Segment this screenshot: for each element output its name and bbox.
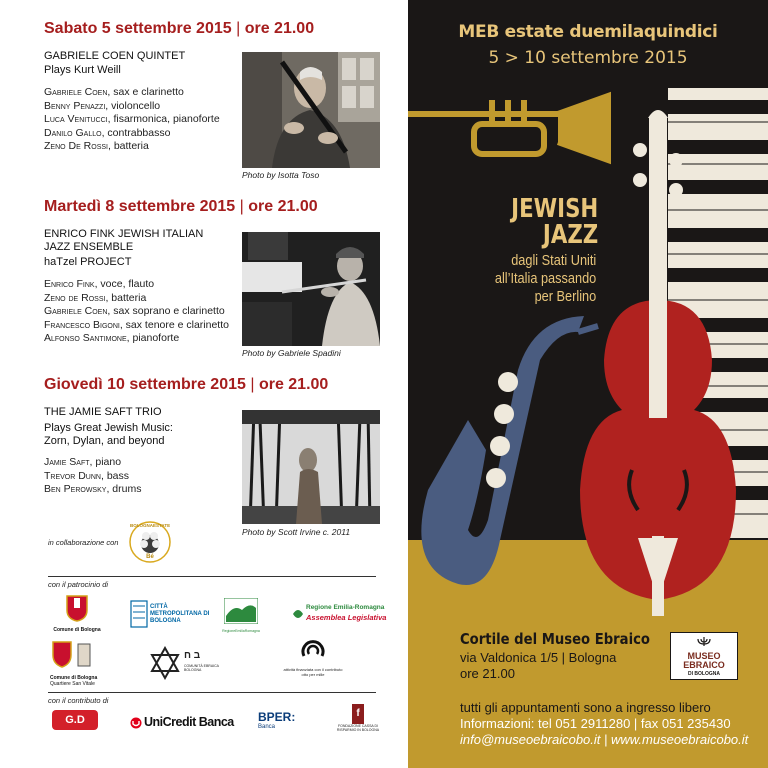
venue-time: ore 21.00 [460,666,515,681]
lineup-member: Zeno De Rossi, batteria [44,140,149,152]
event-1-photo-credit: Photo by Isotta Toso [242,170,320,180]
event-1-subtitle: Plays Kurt Weill [44,64,121,76]
otto-per-mille-logo: attività finanziata con il contributo otto per mille [280,636,346,686]
museo-ebraico-logo: MUSEO EBRAICO DI BOLOGNA [670,632,738,680]
quartiere-san-vitale-logo: Comune di Bologna Quartiere San Vitale [50,640,110,690]
event-3-subtitle-line2: Zorn, Dylan, and beyond [44,435,165,447]
event-2-title: ENRICO FINK JEWISH ITALIAN [44,228,204,240]
fondazione-carisbo-logo: f FONDAZIONE CASSA DI RISPARMIO IN BOLOGNA [336,704,380,744]
patronage-label: con il patrocinio di [48,580,109,589]
lineup-member: Gabriele Coen, sax e clarinetto [44,86,184,98]
event-1-date: Sabato 5 settembre 2015 | ore 21.00 [44,20,315,37]
sponsors-label: con il contributo di [48,696,109,705]
event-3-title: THE JAMIE SAFT TRIO [44,406,162,418]
lineup-member: Francesco Bigoni, sax tenore e clarinetto [44,318,229,331]
poster-panel [408,0,768,768]
divider [48,692,376,693]
event-3-lineup [44,456,141,497]
lineup-member: Zeno de Rossi, batteria [44,291,147,304]
lineup-member: Luca Venitucci, fisarmonica, pianoforte [44,113,220,125]
saxophone-icon [421,316,598,585]
regione-emilia-romagna-logo: RegioneEmiliaRomagna [222,598,260,634]
lineup-member: Jamie Saft, piano [44,456,122,468]
citta-metropolitana-logo: CITTÀ METROPOLITANA DI BOLOGNA [130,600,210,634]
comunita-ebraica-logo: ב ח COMUNITÀ EBRAICA BOLOGNA [148,646,218,682]
event-3-photo-credit: Photo by Scott Irvine c. 2011 [242,527,351,537]
event-1-lineup [44,86,220,154]
contact-web: info@museoebraicobo.it | www.museoebraicobo.it [460,732,749,747]
series-dates: 5 > 10 settembre 2015 [488,48,688,68]
event-1-title: GABRIELE COEN QUINTET [44,50,186,62]
event-3-date: Giovedì 10 settembre 2015 | ore 21.00 [44,376,329,393]
tagline: dagli Stati Uniti all’Italia passando per Berlino [494,252,596,305]
event-2-date: Martedì 8 settembre 2015 | ore 21.00 [44,198,318,215]
lineup-member: Enrico Fink, voce, flauto [44,278,155,290]
lineup-member: Alfonso Santimone, pianoforte [44,332,180,344]
assemblea-legislativa-logo: Regione Emilia-Romagna Assemblea Legislativa [292,604,378,628]
venue-address: via Valdonica 1/5 | Bologna [460,650,617,665]
unicredit-logo: UniCredit Banca [130,714,230,734]
bper-logo: BPER: Banca [258,710,296,730]
headline: JEWISH JAZZ [510,194,598,250]
event-3-subtitle: Plays Great Jewish Music: [44,422,173,434]
lineup-member: Benny Penazzi, violoncello [44,99,161,112]
gd-logo: G.D [52,710,100,738]
event-2-photo [242,232,380,346]
event-1-photo [242,52,380,168]
lineup-member: Danilo Gallo, contrabbasso [44,126,171,139]
series-title: MEB estate duemilaquindici [458,22,718,42]
collab-label: in collaborazione con [48,538,119,547]
event-3-photo [242,410,380,524]
lineup-member: Ben Perowsky, drums [44,483,142,495]
venue-name: Cortile del Museo Ebraico [460,630,651,648]
event-2-title-line2: JAZZ ENSEMBLE [44,241,134,253]
event-2-lineup [44,278,229,346]
divider [48,576,376,577]
event-2-subtitle: haTzel PROJECT [44,256,132,268]
bolognaestate-logo: BOLOGNAESTATE Bé [130,523,171,560]
contact-phone: Informazioni: tel 051 2911280 | fax 051 235430 [460,716,731,731]
lineup-member: Gabriele Coen, sax soprano e clarinetto [44,305,225,317]
comune-bologna-logo: Comune di Bologna [52,594,102,640]
lineup-member: Trevor Dunn, bass [44,469,129,482]
event-2-photo-credit: Photo by Gabriele Spadini [242,348,341,358]
free-entry-note: tutti gli appuntamenti sono a ingresso libero [460,700,711,715]
